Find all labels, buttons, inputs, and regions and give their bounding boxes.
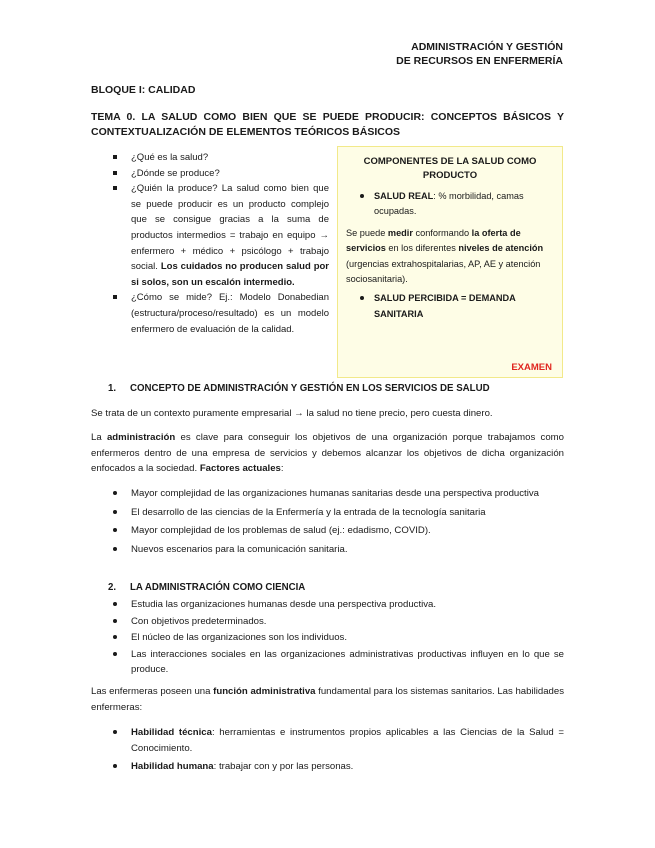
box-bold: niveles de atención	[458, 243, 544, 254]
box-title: COMPONENTES DE LA SALUD COMO PRODUCTO	[363, 156, 537, 181]
question-who-bold: Los cuidados no producen salud por si solos, son un escalón intermedio.	[131, 261, 330, 288]
list-item: Con objetivos predeterminados.	[111, 614, 564, 630]
para-bold: administración	[106, 432, 176, 443]
technical-skill-text: : herramientas e instrumentos propios aplicables a las Ciencias de la Salud = Conocimiento.	[131, 727, 564, 754]
exam-label: EXAMEN	[511, 361, 552, 373]
box-text: Se puede	[346, 227, 388, 238]
section-number: 2.	[108, 582, 117, 593]
para-text: fundamental para los sistemas sanitarios. Las habilidades enfermeras:	[91, 686, 565, 713]
box-text: (urgencias extrahospitalarias, AP, AE y atención sociosanitaria).	[346, 258, 541, 285]
perceived-health-label: SALUD PERCIBIDA = DEMANDA SANITARIA	[374, 293, 516, 319]
para-text: Las enfermeras poseen una	[91, 686, 214, 697]
list-item: El desarrollo de las ciencias de la Enfermería y la entrada de la tecnología sanitaria	[111, 505, 564, 521]
para-text: :	[280, 463, 284, 475]
box-paragraph	[346, 226, 554, 288]
health-components-box	[337, 146, 563, 378]
box-list-2	[346, 291, 554, 322]
human-skill-text: : trabajar con y por las personas.	[213, 761, 354, 773]
skills-list	[111, 725, 564, 776]
paragraph-administration	[91, 430, 564, 477]
human-skill-label: Habilidad humana	[131, 761, 214, 773]
question-what: ¿Qué es la salud?	[131, 152, 209, 163]
real-health-label: SALUD REAL	[374, 191, 434, 201]
box-text: conformando	[412, 227, 472, 238]
real-health-text: : % morbilidad, camas ocupadas.	[374, 191, 524, 217]
document-header	[396, 40, 563, 68]
header-line-2: DE RECURSOS EN ENFERMERÍA	[396, 55, 563, 67]
header-line-1: ADMINISTRACIÓN Y GESTIÓN	[411, 41, 563, 53]
section-title: CONCEPTO DE ADMINISTRACIÓN Y GESTIÓN EN LOS SERVICIOS DE SALUD	[130, 383, 490, 394]
intro-question-list	[111, 150, 329, 337]
list-item: Nuevos escenarios para la comunicación sanitaria.	[111, 542, 564, 558]
section-number: 1.	[108, 383, 117, 394]
section-1-heading	[91, 383, 490, 394]
section-2-heading	[91, 582, 305, 593]
paragraph-context: Se trata de un contexto puramente empresarial → la salud no tiene precio, pero cuesta dinero.	[91, 408, 493, 419]
para-text: es clave para conseguir los objetivos de una organización porque trabajamos como enfermeros dentro de una empresa de servicios y debemos alcanzar los objetivos de dicha organización enfocados a la sociedad.	[91, 432, 565, 475]
box-bold: la oferta de servicios	[346, 227, 521, 254]
list-item	[111, 166, 329, 182]
block-title: BLOQUE I: CALIDAD	[91, 84, 196, 96]
paragraph-nurses-function	[91, 684, 564, 715]
box-list-1	[346, 189, 554, 220]
list-item	[111, 725, 564, 756]
box-bold: medir	[387, 227, 413, 238]
list-item: Mayor complejidad de las organizaciones humanas sanitarias desde una perspectiva productiva	[111, 486, 564, 502]
question-where: ¿Dónde se produce?	[131, 167, 220, 179]
technical-skill-label: Habilidad técnica	[131, 727, 212, 738]
box-text: en los diferentes	[385, 243, 459, 254]
list-item	[346, 189, 554, 220]
list-item: El núcleo de las organizaciones son los individuos.	[111, 630, 564, 646]
list-item: Estudia las organizaciones humanas desde una perspectiva productiva.	[111, 597, 564, 613]
list-item	[111, 181, 329, 290]
question-who: ¿Quién la produce? La salud como bien que se puede producir es un producto complejo que se consigue gracias a la suma de productos intermedios = trabajo en equipo → enfermero + médico + psicólogo + trabajo social.	[131, 183, 329, 273]
list-item: Las interacciones sociales en las organizaciones administrativas productivas influyen en lo que se produce.	[111, 647, 564, 678]
para-bold: Factores actuales	[199, 463, 281, 475]
list-item	[346, 291, 554, 322]
para-bold: función administrativa	[213, 686, 316, 697]
question-how: ¿Cómo se mide? Ej.: Modelo Donabedian (estructura/proceso/resultado) es un modelo enfermero de evaluación de la calidad.	[131, 292, 329, 335]
list-item	[111, 150, 329, 166]
list-item	[111, 290, 329, 337]
para-text: La	[91, 432, 107, 443]
list-item	[111, 759, 564, 775]
list-item: Mayor complejidad de los problemas de salud (ej.: edadismo, COVID).	[111, 523, 564, 539]
section-title: LA ADMINISTRACIÓN COMO CIENCIA	[130, 582, 306, 593]
science-list	[111, 597, 564, 679]
topic-title: TEMA 0. LA SALUD COMO BIEN QUE SE PUEDE PRODUCIR: CONCEPTOS BÁSICOS Y CONTEXTUALIZACIÓN DE ELEMENTOS TEÓRICOS BÁSICOS	[91, 111, 564, 138]
factors-list	[111, 486, 564, 560]
